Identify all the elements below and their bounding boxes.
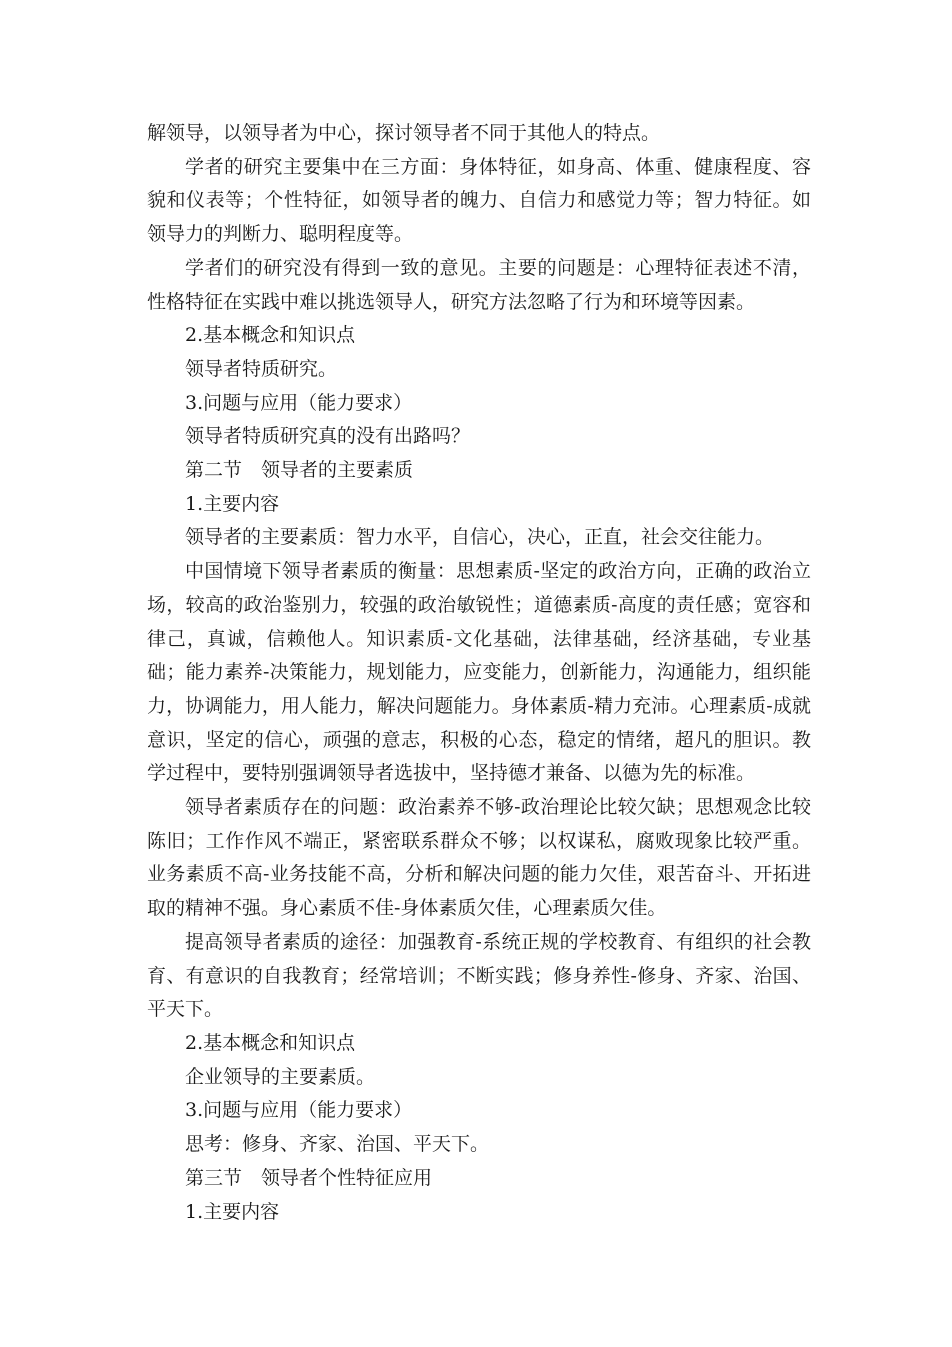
heading-basic-concepts: 2.基本概念和知识点 bbox=[185, 324, 356, 347]
heading-questions-applications: 3.问题与应用（能力要求） bbox=[185, 1099, 413, 1122]
paragraph-quality-problems: 领导者素质存在的问题：政治素养不够-政治理论比较欠缺；思想观念比较陈旧；工作作风不端正，紧密联系群众不够；以权谋私，腐败现象比较严重。业务素质不高-业务技能不高，分析和解决问题的能力欠佳，艰苦奋斗、开拓进取的精神不强。身心素质不佳-身体素质欠佳，心理素质欠佳。 bbox=[147, 796, 811, 920]
paragraph-concept-item: 企业领导的主要素质。 bbox=[185, 1065, 376, 1088]
paragraph-main-qualities: 领导者的主要素质：智力水平，自信心，决心，正直，社会交往能力。 bbox=[185, 526, 775, 549]
heading-basic-concepts: 2.基本概念和知识点 bbox=[185, 1031, 356, 1054]
paragraph-china-context: 中国情境下领导者素质的衡量：思想素质-坚定的政治方向，正确的政治立场，较高的政治鉴别力，较强的政治敏锐性；道德素质-高度的责任感；宽容和律己，真诚，信赖他人。知识素质-文化基础，法律基础，经济基础，专业基础；能力素养-决策能力，规划能力，应变能力，创新能力，沟通能力，组织能力，协调能力，用人能力，解决问题能力。身体素质-精力充沛。心理素质-成就意识，坚定的信心，顽强的意志，积极的心态，稳定的情绪，超凡的胆识。教学过程中，要特别强调领导者选拔中，坚持德才兼备、以德为先的标准。 bbox=[147, 560, 811, 785]
paragraph-question-item: 领导者特质研究真的没有出路吗？ bbox=[185, 425, 471, 448]
section-title-3: 第三节 领导者个性特征应用 bbox=[185, 1166, 433, 1189]
document-body bbox=[147, 117, 811, 1229]
paragraph-concept-item: 领导者特质研究。 bbox=[185, 357, 338, 380]
paragraph-research-problems: 学者们的研究没有得到一致的意见。主要的问题是：心理特征表述不清，性格特征在实践中难以挑选领导人，研究方法忽略了行为和环境等因素。 bbox=[147, 256, 811, 313]
heading-main-content: 1.主要内容 bbox=[185, 492, 280, 515]
heading-main-content: 1.主要内容 bbox=[185, 1200, 280, 1223]
section-title-2: 第二节 领导者的主要素质 bbox=[185, 459, 414, 482]
paragraph-improvement-paths: 提高领导者素质的途径：加强教育-系统正规的学校教育、有组织的社会教育、有意识的自我教育；经常培训；不断实践；修身养性-修身、齐家、治国、平天下。 bbox=[147, 930, 811, 1021]
paragraph-research-focus: 学者的研究主要集中在三方面：身体特征，如身高、体重、健康程度、容貌和仪表等；个性特征，如领导者的魄力、自信力和感觉力等；智力特征。如领导力的判断力、聪明程度等。 bbox=[147, 155, 811, 246]
paragraph-question-item: 思考：修身、齐家、治国、平天下。 bbox=[185, 1133, 490, 1156]
heading-questions-applications: 3.问题与应用（能力要求） bbox=[185, 391, 413, 414]
paragraph-continuation: 解领导，以领导者为中心，探讨领导者不同于其他人的特点。 bbox=[147, 122, 661, 144]
